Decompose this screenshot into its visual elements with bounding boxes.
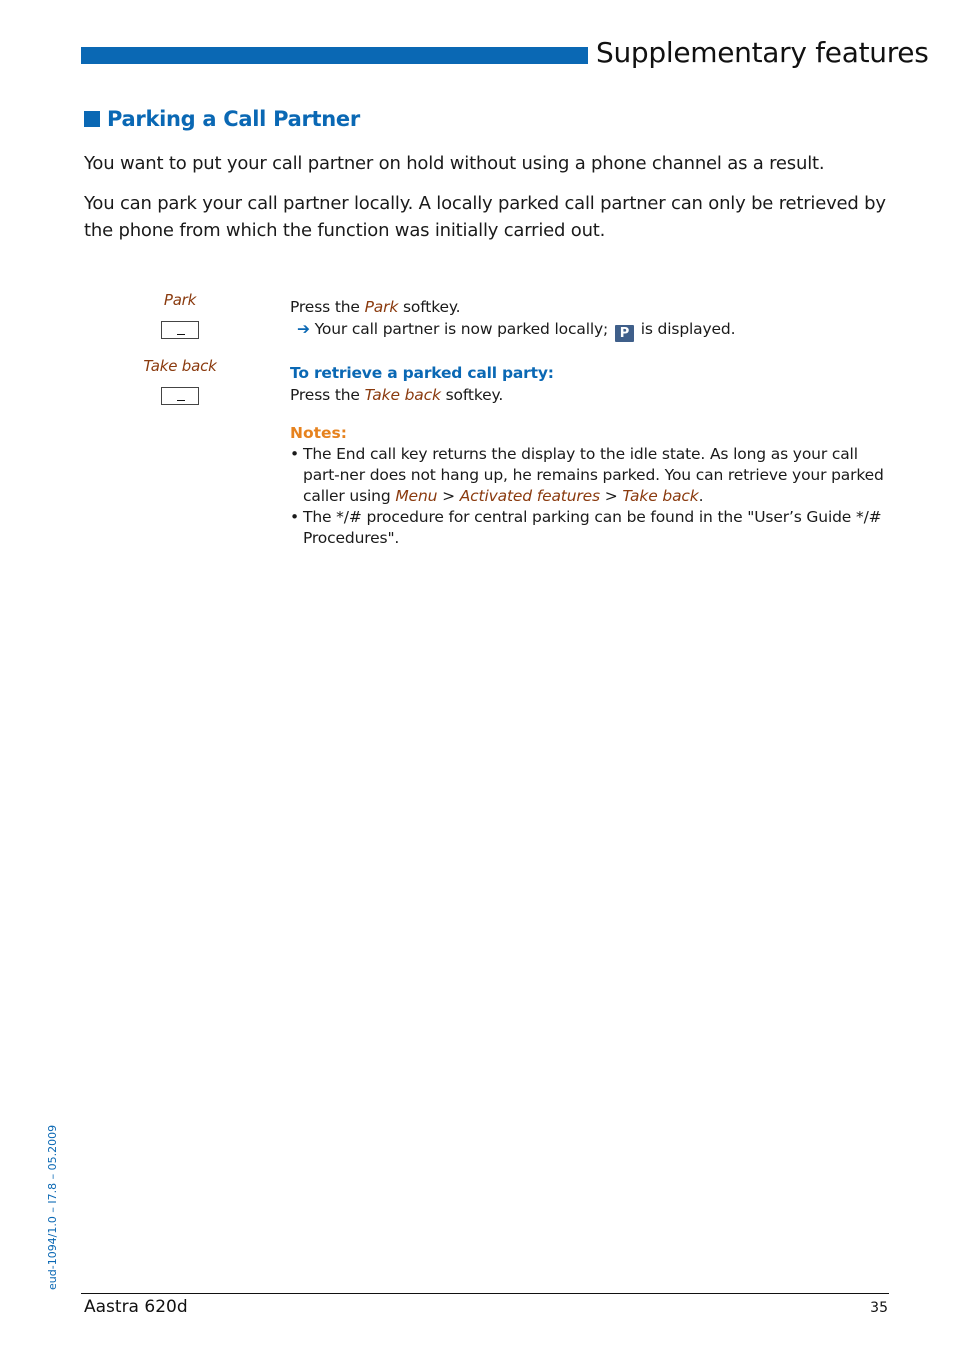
softkey-label-takeback: Take back [143,357,217,375]
page-title: Supplementary features [596,36,929,69]
note1-menu: Menu [395,487,438,505]
step-takeback-prefix: Press the [290,386,365,404]
softkey-park-icon [161,321,199,339]
intro-paragraph-1: You want to put your call partner on hold without using a phone channel as a result. [84,153,825,174]
notes-heading: Notes: [290,424,347,442]
note-item-2: • The */# procedure for central parking can be found in the "User’s Guide */# Procedures". [290,507,890,549]
step-park-suffix: softkey. [398,298,461,316]
softkey-takeback-icon [161,387,199,405]
step-result [297,319,735,342]
footer-product: Aastra 620d [84,1297,188,1317]
footer-rule [81,1293,889,1294]
step-park-prefix: Press the [290,298,365,316]
step-result-text-before: Your call partner is now parked locally; [314,320,609,338]
notes-list [290,444,890,549]
section-marker-icon [84,111,100,127]
note-item-1 [290,444,890,507]
section-title: Parking a Call Partner [107,107,360,131]
retrieve-heading: To retrieve a parked call party: [290,364,554,382]
note1-sep2: > [599,487,623,505]
note1-sep1: > [437,487,460,505]
note1-end: . [698,487,704,505]
note1-takeback: Take back [622,487,699,505]
step-takeback [290,385,503,406]
note1-activated: Activated features [459,487,600,505]
softkey-label-park: Park [163,291,197,309]
step-takeback-suffix: softkey. [440,386,504,404]
step-park-key: Park [364,298,399,316]
note1-text: The End call key returns the display to the idle state. As long as your call part-ner does not hang up, he remains parked. You can retrieve your parked caller using [303,445,884,505]
page-number: 35 [870,1300,888,1316]
header-bar [81,47,588,64]
arrow-right-icon: ➔ [297,320,310,338]
step-result-text-after: is displayed. [640,320,736,338]
step-takeback-key: Take back [364,386,441,404]
parked-p-icon: P [615,325,634,342]
step-park [290,297,460,318]
intro-paragraph-2: You can park your call partner locally. A locally parked call partner can only be retrieved by the phone from which the function was initially carried out. [84,193,886,241]
document-code: eud-1094/1.0 – I7.8 – 05.2009 [46,1124,59,1290]
